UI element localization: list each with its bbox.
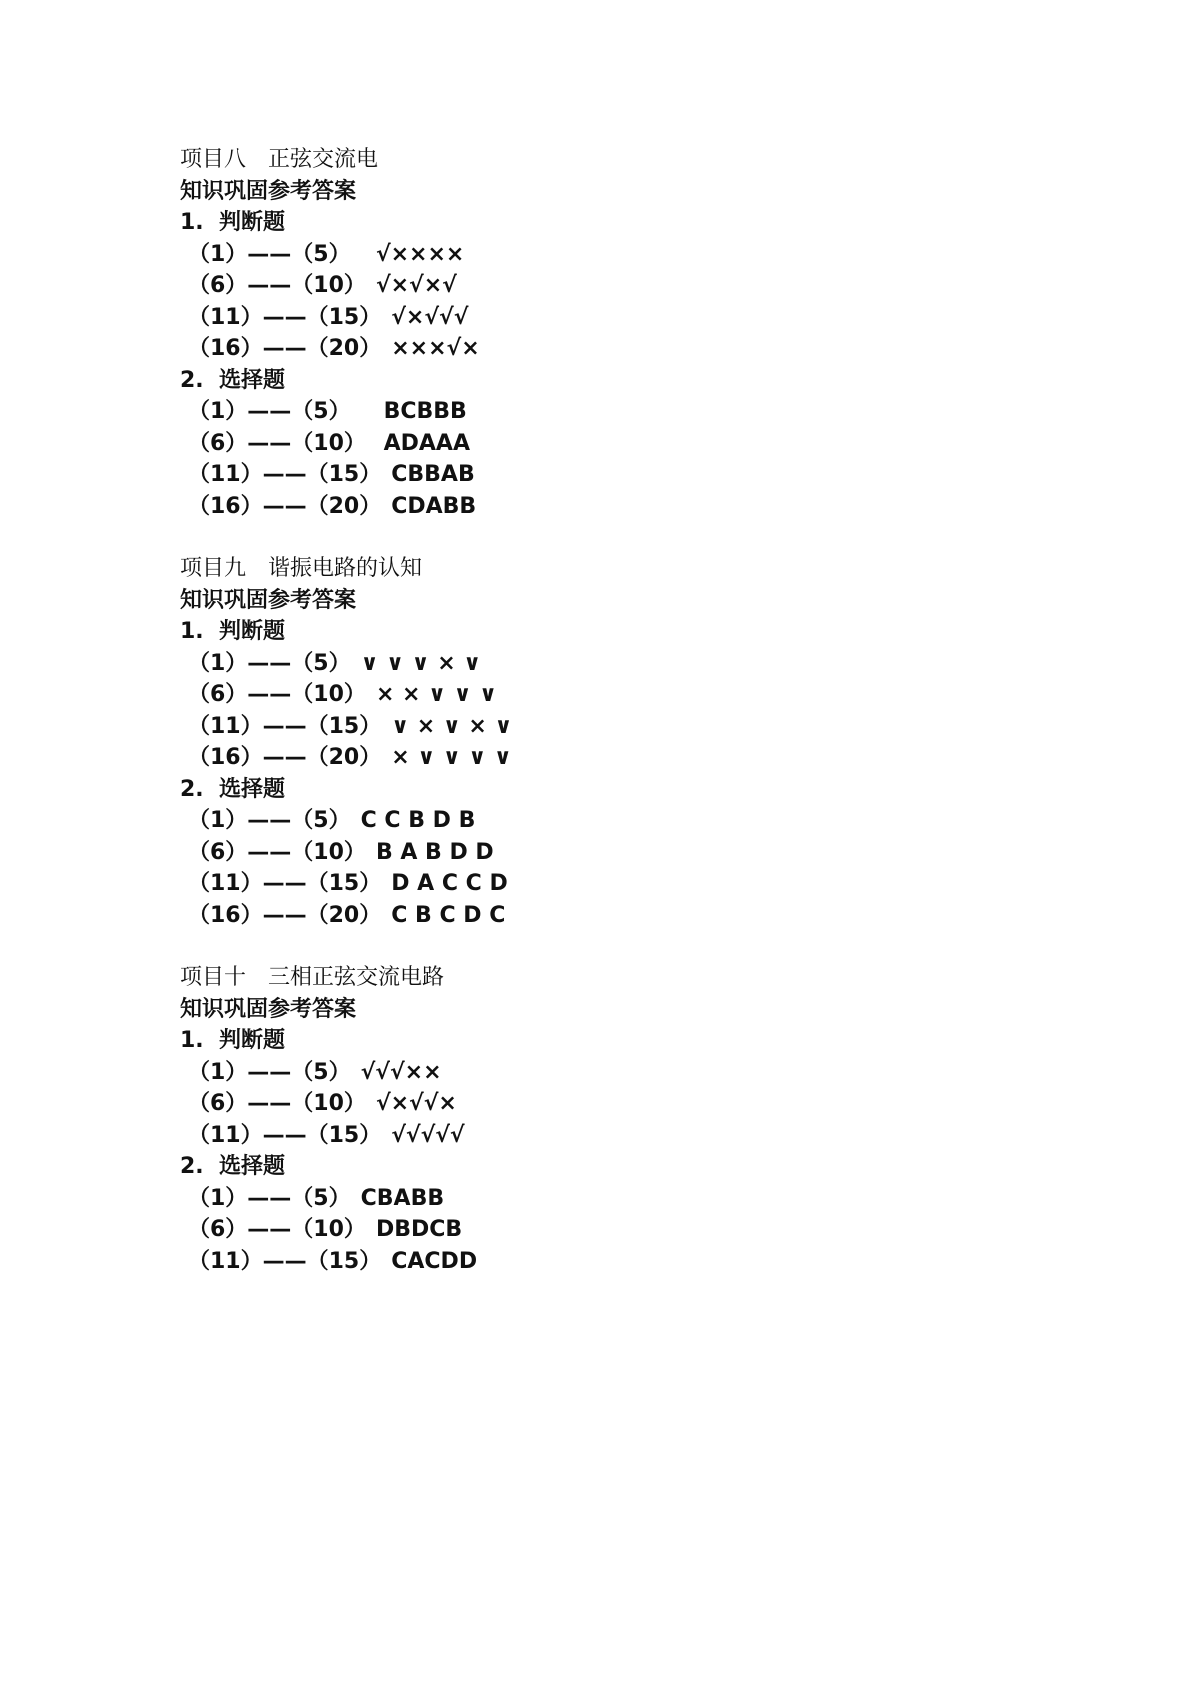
answer-row <box>180 900 1080 932</box>
answer-values: √√√√√ <box>391 1122 465 1148</box>
answer-range: （11）——（15） <box>188 1122 382 1148</box>
answer-range: （11）——（15） <box>188 871 382 896</box>
answer-row <box>180 302 1080 334</box>
section-heading-judgment: 1. 判断题 <box>180 1028 285 1053</box>
project-subtitle: 知识巩固参考答案 <box>180 587 357 613</box>
answer-range: （11）——（15） <box>188 1248 382 1274</box>
answer-range: （1）——（5） <box>188 241 351 267</box>
answer-values: B A B D D <box>375 839 494 865</box>
project-section <box>180 144 1080 522</box>
project-section <box>180 962 1080 1277</box>
answer-range: （6）——（10） <box>188 1217 366 1242</box>
answer-range: （6）——（10） <box>188 430 366 456</box>
answer-range: （16）——（20） <box>188 336 382 361</box>
answer-row <box>180 428 1080 460</box>
answer-range: （6）——（10） <box>188 682 366 707</box>
answer-range: （6）——（10） <box>188 839 366 865</box>
project-subtitle: 知识巩固参考答案 <box>180 996 357 1022</box>
answer-values: CBBAB <box>391 462 475 487</box>
answer-values: ∨ ∨ ∨ × ∨ <box>360 650 482 676</box>
answer-values: √×√√× <box>375 1091 457 1116</box>
answer-values: CBABB <box>360 1185 445 1211</box>
answer-range: （16）——（20） <box>188 902 382 928</box>
answer-range: （6）——（10） <box>188 1091 366 1116</box>
answer-range: （1）——（5） <box>188 1185 351 1211</box>
answer-values: ×××√× <box>391 336 480 361</box>
answer-values: ∨ × ∨ × ∨ <box>391 713 513 739</box>
answer-row <box>180 459 1080 491</box>
answer-row <box>180 239 1080 271</box>
answer-row <box>180 805 1080 837</box>
project-title: 项目十 三相正弦交流电路 <box>180 965 445 990</box>
answer-values: D A C C D <box>391 871 508 896</box>
section-heading-choice: 2. 选择题 <box>180 1154 285 1179</box>
answer-values: CDABB <box>391 493 477 519</box>
answer-row <box>180 270 1080 302</box>
answer-row <box>180 333 1080 365</box>
answer-row <box>180 396 1080 428</box>
project-title: 项目九 谐振电路的认知 <box>180 556 423 581</box>
answer-values: × × ∨ ∨ ∨ <box>375 682 498 707</box>
section-heading-judgment: 1. 判断题 <box>180 210 285 235</box>
answer-row <box>180 868 1080 900</box>
answer-values: DBDCB <box>375 1217 463 1242</box>
answer-row <box>180 711 1080 743</box>
answer-row <box>180 837 1080 869</box>
answer-range: （11）——（15） <box>188 304 382 330</box>
answer-row <box>180 1246 1080 1278</box>
answer-range: （16）——（20） <box>188 745 382 770</box>
answer-values: BCBBB <box>360 399 467 424</box>
answer-values: × ∨ ∨ ∨ ∨ <box>391 745 512 770</box>
answer-row <box>180 679 1080 711</box>
answer-row <box>180 1057 1080 1089</box>
answer-row <box>180 648 1080 680</box>
project-title: 项目八 正弦交流电 <box>180 147 379 172</box>
answer-values: ADAAA <box>375 430 470 456</box>
answer-range: （1）——（5） <box>188 399 351 424</box>
answer-row <box>180 1088 1080 1120</box>
answer-values: CACDD <box>391 1248 478 1274</box>
answer-range: （16）——（20） <box>188 493 382 519</box>
answer-values: C C B D B <box>360 808 476 833</box>
answer-row <box>180 491 1080 523</box>
section-heading-choice: 2. 选择题 <box>180 367 285 393</box>
answer-range: （1）——（5） <box>188 808 351 833</box>
section-heading-choice: 2. 选择题 <box>180 776 285 802</box>
answer-row <box>180 742 1080 774</box>
answer-range: （11）——（15） <box>188 462 382 487</box>
answer-values: √√√×× <box>360 1059 442 1085</box>
answer-values: C B C D C <box>391 902 506 928</box>
answer-row <box>180 1214 1080 1246</box>
answer-values: √×√×√ <box>375 273 457 298</box>
section-heading-judgment: 1. 判断题 <box>180 619 285 644</box>
answer-range: （1）——（5） <box>188 1059 351 1085</box>
project-subtitle: 知识巩固参考答案 <box>180 178 357 204</box>
answer-range: （11）——（15） <box>188 713 382 739</box>
answer-range: （6）——（10） <box>188 273 366 298</box>
answer-range: （1）——（5） <box>188 650 351 676</box>
answer-row <box>180 1183 1080 1215</box>
answer-document <box>180 144 1080 1308</box>
project-section <box>180 553 1080 931</box>
answer-values: √×××× <box>360 241 473 267</box>
answer-row <box>180 1120 1080 1152</box>
answer-values: √×√√√ <box>391 304 469 330</box>
